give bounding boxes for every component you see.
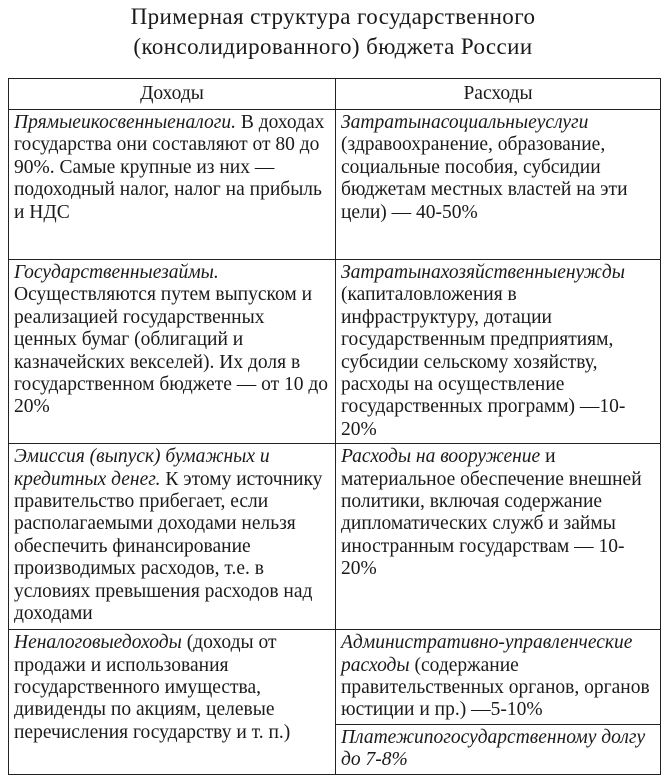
table-row bbox=[9, 110, 661, 260]
expense-cell bbox=[336, 724, 661, 774]
table-row bbox=[9, 444, 661, 630]
expense-text: (здравоохранение, образование, социальные пособия, субсидии бюджетам местных властей на эти цели) — 40-50% bbox=[341, 134, 628, 223]
expense-title: Затратынахозяйственныенужды bbox=[341, 262, 625, 283]
expense-cell bbox=[336, 630, 661, 725]
budget-table bbox=[8, 78, 661, 775]
title-line-1: Примерная структура государственного bbox=[130, 4, 536, 29]
revenue-text: В доходах государства они составляют от 80 до 90%. Самые крупные из них — подоходный налог, налог на прибыль и НДС bbox=[14, 112, 325, 223]
document-title bbox=[0, 2, 666, 62]
expense-title: Административно-управленческие расходы bbox=[341, 632, 633, 676]
expense-text: и материальное обеспечение внешней политики, включая содержание дипломатических служб и займы иностранным государствам — 10-20% bbox=[341, 446, 642, 580]
revenue-text: К этому источнику правительство прибегает, если располагаемыми доходами нельзя обеспечить финансирование производимых расходов, т.е. в условиях превышения расходов над доходами bbox=[14, 468, 323, 625]
revenue-cell bbox=[9, 444, 336, 630]
expense-text: (содержание правительственных органов, органов юстиции и пр.) —5-10% bbox=[341, 654, 650, 721]
expense-cell bbox=[336, 110, 661, 260]
revenue-cell bbox=[9, 260, 336, 444]
revenue-title: Эмиссия (выпуск) бумажных и кредитных денег. bbox=[14, 446, 270, 490]
expense-cell bbox=[336, 444, 661, 630]
expense-text: (капиталовложения в инфраструктуру, дотации государственным предприятиям, субсидии сельскому хозяйству, расходы на осуществление государственных программ) —10-20% bbox=[341, 284, 626, 440]
revenue-title: Государственныезаймы. bbox=[14, 262, 219, 283]
revenue-cell bbox=[9, 630, 336, 774]
expense-cell bbox=[336, 260, 661, 444]
revenue-cell bbox=[9, 110, 336, 260]
revenue-title: Прямыеикосвенныеналоги. bbox=[14, 112, 236, 133]
revenues-header: Доходы bbox=[9, 79, 336, 110]
expenses-header: Расходы bbox=[336, 79, 661, 110]
table-header-row bbox=[9, 79, 661, 110]
revenue-title: Неналоговыедоходы bbox=[14, 632, 182, 654]
expense-title: Расходы на вооружение bbox=[341, 446, 541, 468]
expense-title: Затратынасоциальныеуслуги bbox=[341, 112, 589, 133]
title-line-2: (консолидированного) бюджета России bbox=[133, 34, 533, 59]
table-row bbox=[9, 630, 661, 725]
revenue-text: Осуществляются путем выпуском и реализацией государственных ценных бумаг (облигаций и казначейских векселей). Их доля в государственном бюджете — от 10 до 20% bbox=[14, 284, 329, 418]
table-row bbox=[9, 260, 661, 444]
expense-title: Платежипогосударственному долгу до 7-8% bbox=[341, 726, 646, 771]
revenue-text: (доходы от продажи и использования государственного имущества, дивиденды по акциям, целевые перечисления государству и т. п.) bbox=[14, 632, 291, 743]
